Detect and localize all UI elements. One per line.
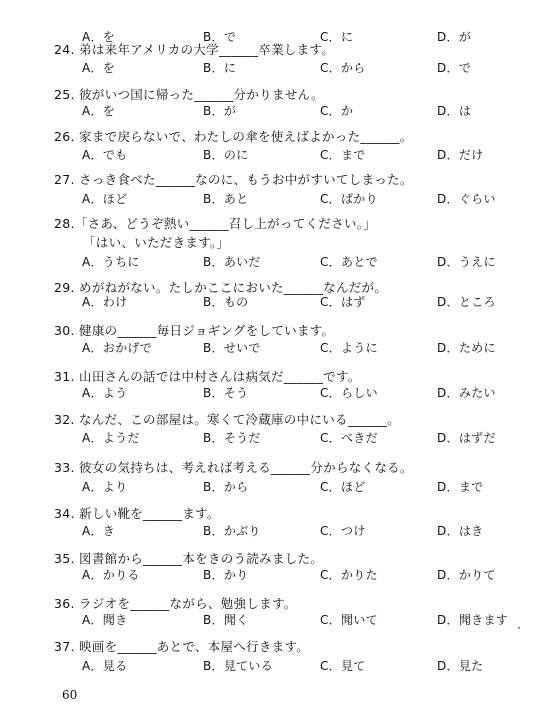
option-b: B．見ている — [203, 659, 274, 673]
question-text-line2: 「はい、いただきます。」 — [83, 235, 230, 250]
option-b: B．せいで — [203, 341, 261, 355]
option-c: C．ばかり — [320, 192, 378, 206]
option-b: B．から — [203, 480, 249, 494]
option-b: B．あいだ — [203, 255, 261, 269]
option-d: D．はき — [437, 524, 484, 538]
option-c: C．に — [320, 30, 354, 44]
question-text: 37. 映画を______あとで、本屋へ行きます。 — [54, 639, 310, 654]
page-number: 60 — [62, 688, 78, 702]
option-d: D．で — [437, 61, 472, 75]
question-text: 36. ラジオを______ながら、勉強します。 — [54, 596, 297, 611]
option-c: C．ように — [320, 341, 378, 355]
option-c: C．見て — [320, 659, 366, 673]
option-c: C．らしい — [320, 386, 378, 400]
question-text: 35. 図書館から______本をきのう読みました。 — [54, 551, 324, 566]
option-a: A．うちに — [82, 255, 140, 269]
question-text: 31. 山田さんの話では中村さんは病気だ______です。 — [54, 369, 361, 384]
question-text: 29. めがねがない。たしかここにおいた______なんだが。 — [54, 280, 388, 295]
option-a: A．かりる — [82, 568, 140, 582]
question-text: 33. 彼女の気持ちは、考えれば考える______分からなくなる。 — [54, 460, 413, 475]
question-text: 32. なんだ、この部屋は。寒くて冷蔵庫の中にいる______。 — [54, 412, 400, 427]
option-a: A．き — [82, 524, 116, 538]
option-d: D．みたい — [437, 386, 496, 400]
option-b: B．に — [203, 61, 237, 75]
option-b: B．あと — [203, 192, 249, 206]
option-d: D．ところ — [437, 295, 496, 309]
option-b: B．かり — [203, 568, 249, 582]
option-c: C．はず — [320, 295, 366, 309]
question-text: 30. 健康の______毎日ジョギングをしています。 — [54, 323, 335, 338]
option-b: B．聞く — [203, 613, 249, 627]
option-c: C．あとで — [320, 255, 378, 269]
option-d: D．ぐらい — [437, 192, 496, 206]
option-d: D．まで — [437, 480, 484, 494]
question-text: 34. 新しい靴を______ます。 — [54, 506, 220, 521]
option-a: A．を — [82, 61, 116, 75]
option-b: B．のに — [203, 148, 249, 162]
option-d: D．かりて — [437, 568, 496, 582]
question-text: 27. さっき食べた______なのに、もうお中がすいてしまった。 — [54, 172, 413, 187]
option-a: A．を — [82, 30, 116, 44]
option-a: A．わけ — [82, 295, 128, 309]
option-d: D．うえに — [437, 255, 496, 269]
question-text: 24. 弟は来年アメリカの大学______卒業します。 — [54, 42, 335, 57]
option-c: C．つけ — [320, 524, 366, 538]
option-a: A．ほど — [82, 192, 128, 206]
option-c: C．か — [320, 104, 354, 118]
option-a: A．おかげで — [82, 341, 153, 355]
option-b: B．そう — [203, 386, 249, 400]
question-text: 25. 彼がいつ国に帰った______分かりません。 — [54, 87, 324, 102]
option-a: A．ようだ — [82, 431, 140, 445]
option-c: C．べきだ — [320, 431, 378, 445]
option-d: D．ために — [437, 341, 496, 355]
option-b: B．が — [203, 104, 237, 118]
stray-mark: · — [517, 621, 521, 635]
option-d: D．が — [437, 30, 472, 44]
option-c: C．ほど — [320, 480, 366, 494]
option-a: A．見る — [82, 659, 128, 673]
option-b: B．で — [203, 30, 237, 44]
option-a: A．を — [82, 104, 116, 118]
question-text: 26. 家まで戻らないで、わたしの傘を使えばよかった______。 — [54, 129, 413, 144]
option-b: B．かぶり — [203, 524, 261, 538]
option-a: A．でも — [82, 148, 128, 162]
option-d: D．は — [437, 104, 472, 118]
question-text: 28.「さあ、どうぞ熱い______召し上がってください。」 — [54, 216, 377, 231]
option-d: D．だけ — [437, 148, 484, 162]
option-d: D．聞きます — [437, 613, 509, 627]
option-c: C．から — [320, 61, 366, 75]
option-d: D．見た — [437, 659, 484, 673]
option-a: A．より — [82, 480, 128, 494]
option-a: A．聞き — [82, 613, 128, 627]
option-b: B．そうだ — [203, 431, 261, 445]
option-d: D．はずだ — [437, 431, 496, 445]
option-c: C．聞いて — [320, 613, 378, 627]
option-a: A．よう — [82, 386, 128, 400]
option-c: C．まで — [320, 148, 366, 162]
option-b: B．もの — [203, 295, 249, 309]
option-c: C．かりた — [320, 568, 378, 582]
